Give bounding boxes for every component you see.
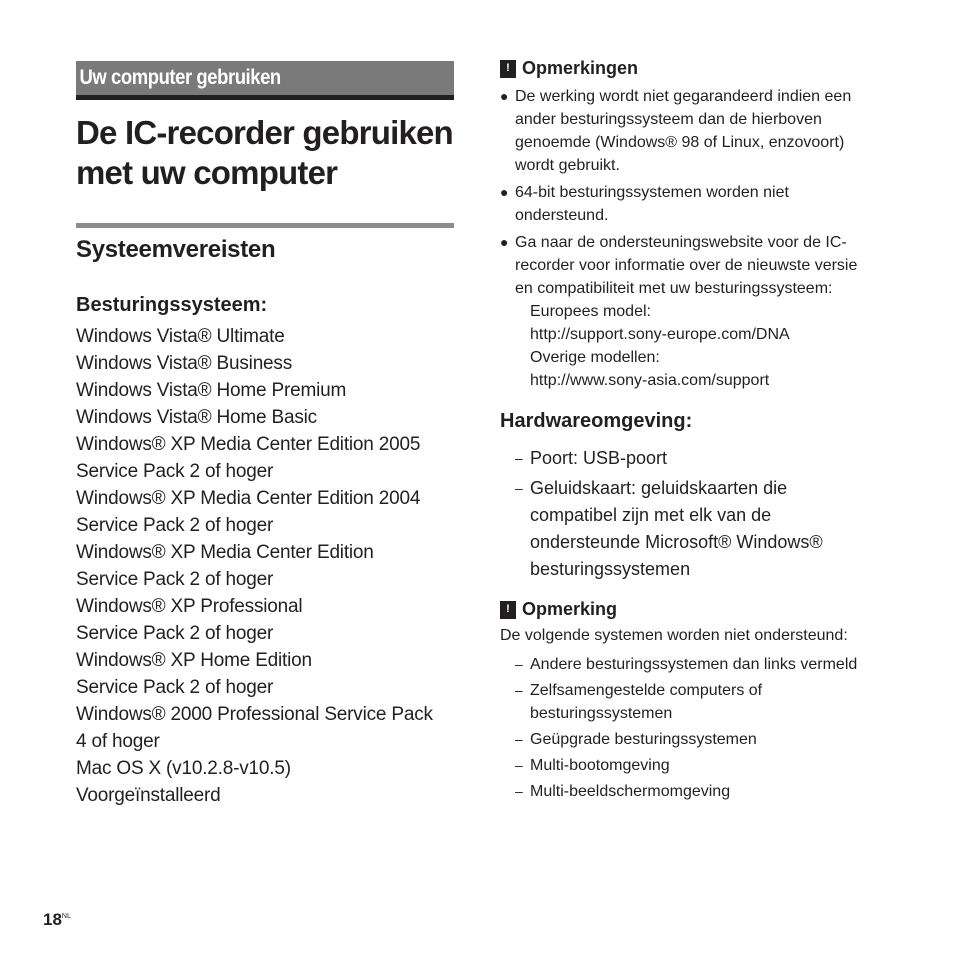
unsupported-list xyxy=(500,653,870,803)
hardware-list xyxy=(500,445,870,583)
os-line: Windows® XP Media Center Edition 2005 xyxy=(76,434,421,455)
os-line: Windows Vista® Ultimate xyxy=(76,326,285,347)
list-item: – Poort: USB-poort xyxy=(515,445,870,472)
dash-icon: – xyxy=(515,757,523,773)
dash-icon: – xyxy=(515,731,523,747)
note-title: Opmerking xyxy=(522,599,618,619)
bullet-icon: ● xyxy=(500,234,509,250)
os-line: Windows Vista® Business xyxy=(76,353,293,374)
divider xyxy=(76,223,454,228)
note-text: De volgende systemen worden niet ondersteund: xyxy=(500,627,848,644)
list-item: – Geluidskaart: geluidskaarten die compatibel zijn met elk van de ondersteunde Microsoft® Windows® besturingssystemen xyxy=(515,475,870,583)
list-item: ● Ga naar de ondersteuningswebsite voor de IC-recorder voor informatie over de nieuwste versie en compatibiliteit met uw besturingssysteem: Europees model: http://support.sony-europe.com/DNA Overige modellen: http://www.sony-asia.com/support xyxy=(500,231,870,392)
other-url: http://www.sony-asia.com/support xyxy=(530,372,770,389)
os-line: Windows® XP Media Center Edition xyxy=(76,542,374,563)
dash-icon: – xyxy=(515,480,523,496)
dash-icon: – xyxy=(515,656,523,672)
language-code: NL xyxy=(61,913,71,920)
os-line: Windows® XP Media Center Edition 2004 xyxy=(76,488,421,509)
section-header-bar xyxy=(76,61,454,100)
os-line: Service Pack 2 of hoger xyxy=(76,515,274,536)
notes-list xyxy=(500,85,870,392)
os-line: Service Pack 2 of hoger xyxy=(76,623,274,644)
dash-icon: – xyxy=(515,450,523,466)
other-label: Overige modellen: xyxy=(530,349,660,366)
os-line: Voorgeïnstalleerd xyxy=(76,785,221,806)
os-line: Windows Vista® Home Premium xyxy=(76,380,347,401)
dash-icon: – xyxy=(515,783,523,799)
os-line: Service Pack 2 of hoger xyxy=(76,569,274,590)
right-column xyxy=(500,58,870,806)
page-number: $18^{NL}$ xyxy=(43,910,71,929)
os-line: Windows® XP Home Edition xyxy=(76,650,312,671)
os-line: Windows® 2000 Professional Service Pack xyxy=(76,704,433,725)
bullet-icon: ● xyxy=(500,184,509,200)
list-item: ● 64-bit besturingssystemen worden niet ondersteund. xyxy=(500,181,870,227)
list-item: – Multi-bootomgeving xyxy=(515,754,870,777)
notes-title: Opmerkingen xyxy=(522,58,639,78)
note-icon: ! xyxy=(500,601,516,619)
list-item: ● De werking wordt niet gegarandeerd indien een ander besturingssysteem dan de hierboven genoemde (Windows® 98 of Linux, enzovoort) wordt gebruikt. xyxy=(500,85,870,177)
list-item: – Multi-beeldschermomgeving xyxy=(515,780,870,803)
os-line: Windows® XP Professional xyxy=(76,596,303,617)
dash-icon: – xyxy=(515,682,523,698)
notes-heading xyxy=(500,58,870,79)
os-list xyxy=(76,323,454,809)
bullet-icon: ● xyxy=(500,88,509,104)
page-title: De IC-recorder gebruiken met uw computer xyxy=(76,114,453,191)
list-item: – Zelfsamengestelde computers of besturingssystemen xyxy=(515,679,870,725)
os-line: Service Pack 2 of hoger xyxy=(76,461,274,482)
note-heading xyxy=(500,599,870,620)
support-links xyxy=(515,300,870,392)
os-line: Service Pack 2 of hoger xyxy=(76,677,274,698)
note-icon: ! xyxy=(500,60,516,78)
os-line: Windows Vista® Home Basic xyxy=(76,407,317,428)
left-column xyxy=(76,61,454,809)
list-item: – Andere besturingssystemen dan links vermeld xyxy=(515,653,870,676)
europe-label: Europees model: xyxy=(530,303,651,320)
os-line: Mac OS X (v10.2.8-v10.5) xyxy=(76,758,291,779)
systeemvereisten-heading: Systeemvereisten xyxy=(76,236,276,263)
section-label: Uw computer gebruiken xyxy=(79,66,281,89)
hardware-heading: Hardwareomgeving: xyxy=(500,410,693,432)
os-heading: Besturingssysteem: xyxy=(76,294,268,316)
list-item: – Geüpgrade besturingssystemen xyxy=(515,728,870,751)
europe-url: http://support.sony-europe.com/DNA xyxy=(530,326,790,343)
os-line: 4 of hoger xyxy=(76,731,160,752)
